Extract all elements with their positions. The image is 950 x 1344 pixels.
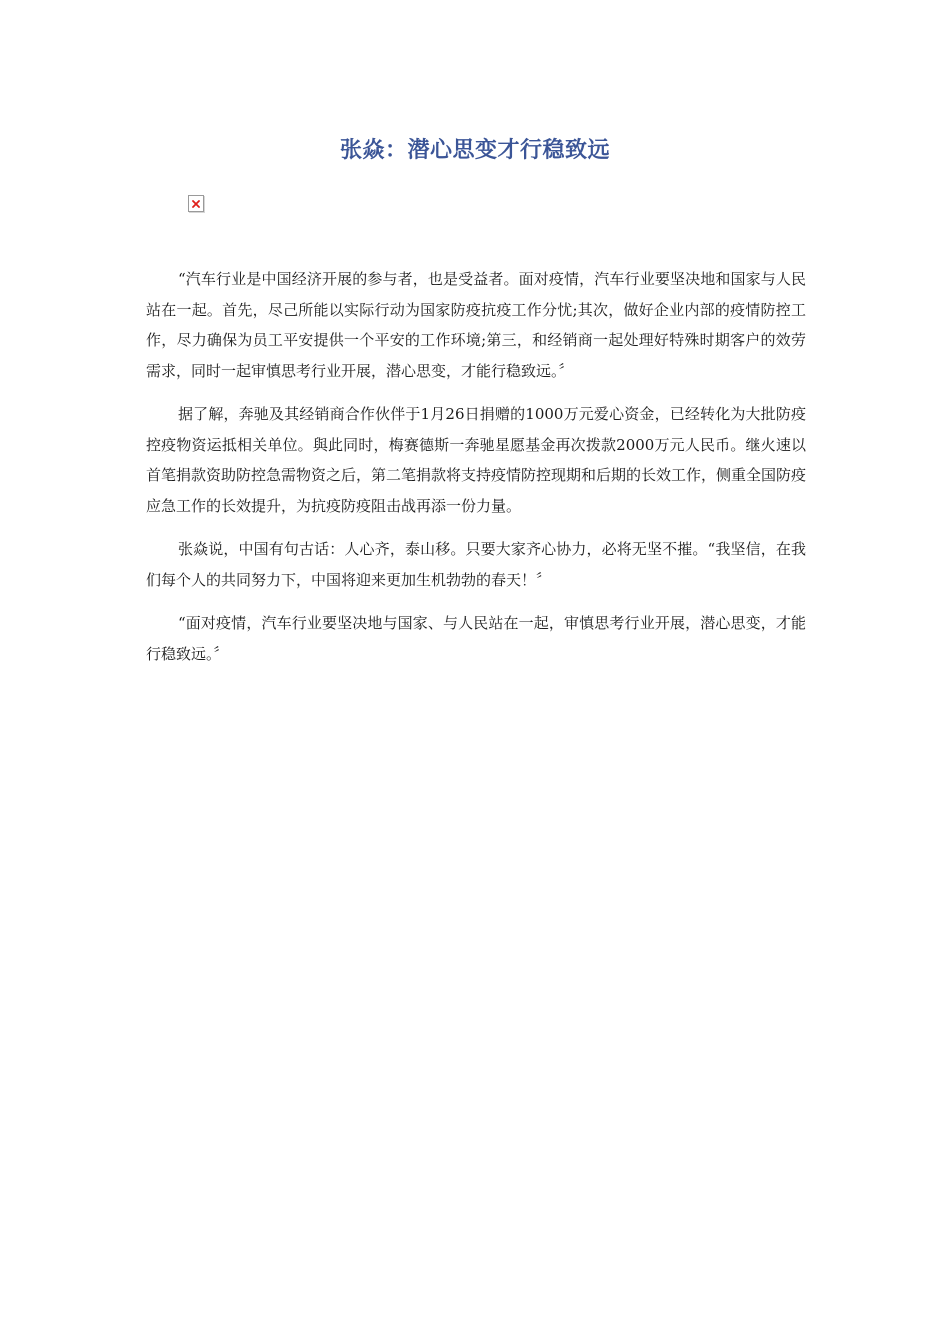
paragraph-4: “面对疫情，汽车行业要坚决地与国家、与人民站在一起，审慎思考行业开展，潜心思变，才能行稳致远。〞: [146, 614, 806, 663]
broken-image-icon: [192, 200, 200, 208]
paragraph-2: 据了解，奔驰及其经销商合作伙伴于1月26日捐赠的1000万元爱心资金，已经转化为大批防疫控疫物资运抵相关单位。與此同时，梅赛德斯一奔驰星愿基金再次拨款2000万元人民币。继火速以首笔捐款资助防控急需物资之后，第二笔捐款将支持疫情防控现期和后期的长效工作，侧重全国防疫应急工作的长效提升，为抗疫防疫阻击战再添一份力量。: [146, 405, 807, 515]
article-body: [146, 264, 806, 682]
paragraph-1: “汽车行业是中国经济开展的参与者，也是受益者。面对疫情，汽车行业要坚决地和国家与人民站在一起。首先，尽己所能以实际行动为国家防疫抗疫工作分忧;其次，做好企业内部的疫情防控工作，尽力确保为员工平安提供一个平安的工作环境;第三，和经销商一起处理好特殊时期客户的效劳需求，同时一起审慎思考行业开展，潜心思变，才能行稳致远。〞: [146, 270, 806, 380]
article-title: 张焱：潜心思变才行稳致远: [339, 138, 610, 163]
broken-image-placeholder: [188, 195, 204, 212]
paragraph-3: 张焱说，中国有句古话：人心齐，泰山移。只要大家齐心协力，必将无坚不摧。“我坚信，在我们每个人的共同努力下，中国将迎来更加生机勃勃的春天！〞: [146, 540, 806, 589]
